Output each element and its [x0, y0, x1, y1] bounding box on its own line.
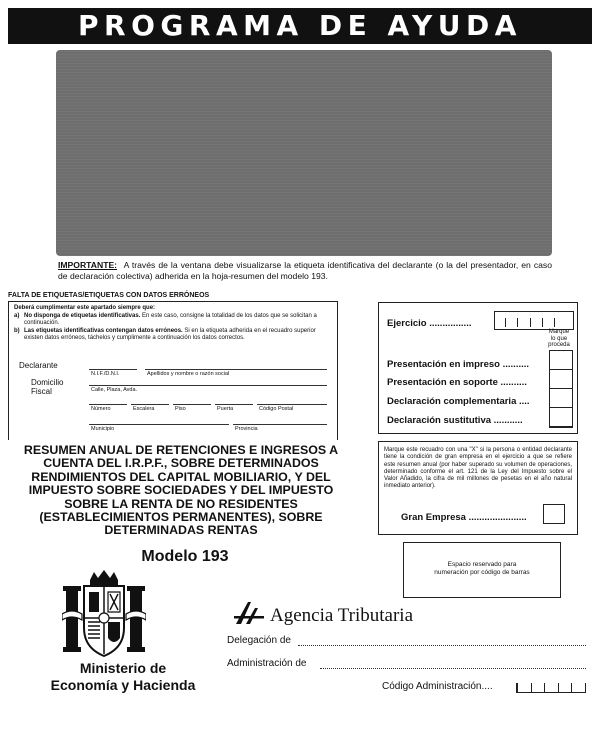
item-b-bold: Las etiquetas identificativas contengan datos erróneos.: [24, 327, 183, 334]
barcode-space: [403, 542, 561, 598]
item-a-bold: No disponga de etiquetas identificativas.: [24, 312, 141, 319]
marque-note: [545, 329, 573, 349]
declarante-label: Declarante: [19, 361, 58, 370]
ejercicio-label: Ejercicio ................: [387, 318, 472, 329]
escalera-label: Escalera: [133, 406, 155, 412]
municipio-field[interactable]: [89, 424, 229, 425]
presentacion-soporte-label: Presentación en soporte ..........: [387, 377, 527, 388]
ministerio-line-2: Economía y Hacienda: [50, 677, 196, 693]
delegacion-field[interactable]: [298, 645, 586, 646]
coat-of-arms-icon: [62, 570, 146, 660]
sustitutiva-checkbox[interactable]: [549, 407, 573, 427]
numero-field[interactable]: [89, 404, 127, 405]
agencia-name: Agencia Tributaria: [270, 605, 414, 626]
calle-label: Calle, Plaza, Avda.: [91, 387, 138, 393]
label-window: [56, 50, 552, 256]
falta-intro: Deberá cumplimentar este apartado siempre que:: [14, 305, 156, 311]
nif-label: N.I.F./D.N.I.: [91, 371, 120, 377]
barcode-line-2: numeración por código de barras: [434, 569, 530, 576]
soporte-checkbox[interactable]: [549, 369, 573, 389]
ministerio-name: [30, 660, 216, 694]
item-a-marker: a): [14, 312, 20, 319]
falta-title: FALTA DE ETIQUETAS/ETIQUETAS CON DATOS ERRÓNEOS: [8, 292, 210, 299]
calle-field[interactable]: [89, 385, 327, 386]
codigo-postal-field[interactable]: [257, 404, 327, 405]
gran-empresa-box: [378, 441, 578, 535]
falta-instructions: [14, 305, 332, 343]
importante-text: A través de la ventana debe visualizarse la etiqueta identificativa del declarante (o la del presentador, en caso de declaración colectiva) adherida en la hoja-resumen del modelo 193.: [58, 260, 552, 281]
ejercicio-input[interactable]: [494, 311, 574, 330]
item-a-rest: En este caso, consigne la totalidad de los datos que se solicitan a continuación.: [24, 312, 317, 326]
puerta-label: Puerta: [217, 406, 234, 412]
nif-field[interactable]: [89, 369, 137, 370]
codigo-postal-label: Código Postal: [259, 406, 294, 412]
domicilio-label-2: Fiscal: [31, 387, 52, 396]
presentation-box: [378, 302, 578, 434]
provincia-field[interactable]: [233, 424, 327, 425]
barcode-line-1: Espacio reservado para: [447, 561, 517, 568]
apellidos-field[interactable]: [145, 369, 327, 370]
domicilio-label-1: Domicilio: [31, 378, 64, 387]
ministerio-line-1: Ministerio de: [79, 660, 167, 676]
codigo-administracion-label: Código Administración....: [382, 681, 493, 692]
escalera-field[interactable]: [131, 404, 169, 405]
item-b-rest: Si en la etiqueta adherida en el recuadro superior existen datos erróneos, táchelos y cumplimente a continuación los datos correctos.: [24, 327, 316, 341]
administracion-label: Administración de: [227, 658, 307, 669]
form-description: RESUMEN ANUAL DE RETENCIONES E INGRESOS A CUENTA DEL I.R.P.F., SOBRE DETERMINADOS RENDIMIENTOS DEL CAPITAL MOBILIARIO, Y DEL IMPUESTO SOBRE SOCIEDADES Y DEL IMPUESTO SOBRE LA RENTA DE NO RESIDENTES (ESTABLECIMIENTOS PERMANENTES), SOBRE DETERMINADAS RENTAS: [23, 443, 339, 538]
provincia-label: Provincia: [235, 426, 258, 432]
presentacion-impreso-label: Presentación en impreso ..........: [387, 359, 530, 370]
piso-field[interactable]: [173, 404, 211, 405]
falta-box: [8, 301, 338, 440]
codigo-administracion-input[interactable]: [516, 683, 586, 693]
complementaria-checkbox[interactable]: [549, 388, 573, 408]
impreso-checkbox[interactable]: [549, 350, 573, 370]
piso-label: Piso: [175, 406, 186, 412]
domicilio-label: [31, 378, 63, 396]
administracion-field[interactable]: [320, 668, 586, 669]
delegacion-label: Delegación de: [227, 635, 291, 646]
falta-item-b: [14, 328, 332, 343]
ejercicio-cells: [505, 318, 555, 327]
importante-note: [58, 260, 552, 282]
importante-heading: IMPORTANTE:: [58, 260, 118, 270]
marque-line-3: proceda: [548, 342, 570, 348]
agencia-tributaria-logo-icon: [232, 600, 266, 626]
complementaria-label: Declaración complementaria ....: [387, 396, 530, 407]
page-title: PROGRAMA DE AYUDA: [8, 8, 592, 44]
model-number: Modelo 193: [141, 548, 229, 565]
item-b-marker: b): [14, 327, 20, 334]
marque-line-2: lo que: [550, 335, 568, 342]
gran-empresa-checkbox[interactable]: [543, 504, 565, 524]
marque-line-1: Marque: [548, 329, 570, 335]
municipio-label: Municipio: [91, 426, 115, 432]
sustitutiva-label: Declaración sustitutiva ...........: [387, 415, 523, 426]
puerta-field[interactable]: [215, 404, 253, 405]
apellidos-label: Apellidos y nombre o razón social: [147, 371, 230, 377]
numero-label: Número: [91, 406, 111, 412]
falta-item-a: [14, 313, 332, 328]
gran-empresa-note: Marque este recuadro con una "X" si la persona o entidad declarante tiene la condición de gran empresa en el ejercicio a que se refiere este resumen anual (por haber superado su volumen de operaciones, determinado conforme el art. 121 de la Ley del Impuesto sobre el Valor Añadido, la cifra de mil millones de pesetas en el año natural inmediato anterior).: [384, 447, 572, 490]
gran-empresa-label: Gran Empresa ......................: [401, 512, 527, 523]
